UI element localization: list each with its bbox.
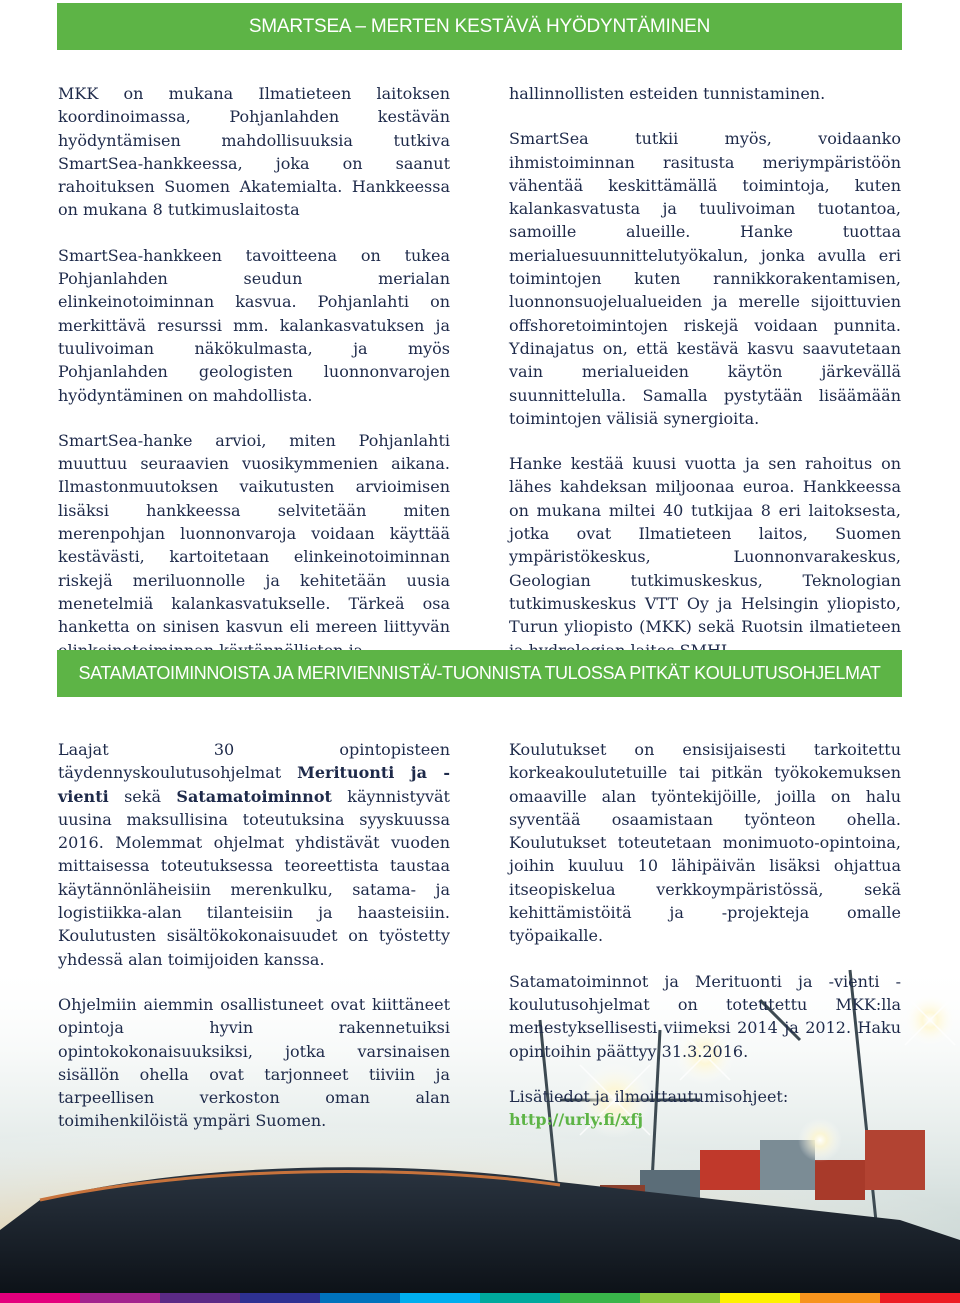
- color-stripe-segment: [0, 1293, 80, 1303]
- color-stripe-segment: [560, 1293, 640, 1303]
- paragraph: Satamatoiminnot ja Merituonti ja -vienti -koulutusohjelmat on toteutettu MKK:lla menestyksellisesti viimeksi 2014 ja 2012. Haku opintoihin päättyy 31.3.2016.: [509, 971, 901, 1061]
- paragraph: Hanke kestää kuusi vuotta ja sen rahoitus on lähes kahdeksan miljoonaa euroa. Hankkeessa on mukana miltei 40 tutkijaa 8 eri laitoksesta, jotka ovat Ilmatieteen laitos, Suomen ympäristökeskus, Luonnonvarakeskus, Geologian tutkimuskeskus, Teknologian tutkimuskeskus VTT Oy ja Helsingin yliopisto, Turun yliopisto (MKK) sekä Ruotsin ilmatieteen: [509, 454, 901, 637]
- paragraph: Ohjelmiin aiemmin osallistuneet ovat kiittäneet opintoja hyvin rakennetuiksi opintokokonaisuuksiksi, jotka varsinaisen sisällön ohella ovat tarjonneet tiiviin ja tarpeellisen verkoston oman alan toimihenkilöistä ympäri Suomen.: [58, 994, 450, 1131]
- section-heading-smartsea: SMARTSEA – MERTEN KESTÄVÄ HYÖDYNTÄMINEN: [57, 3, 902, 50]
- section-heading-training: SATAMATOIMINNOISTA JA MERIVIENNISTÄ/-TUONNISTA TULOSSA PITKÄT KOULUTUSOHJELMAT: [57, 650, 902, 697]
- training-column-right: [509, 738, 901, 1153]
- training-column-left: [58, 738, 450, 1155]
- color-stripe-segment: [240, 1293, 320, 1303]
- program-name-merituonti: Merituonti ja -vienti: [58, 763, 450, 806]
- paragraph: SmartSea-hankkeen tavoitteena on tukea Pohjanlahden seudun merialan elinkeinotoiminnan kasvua. Pohjanlahti on merkittävä resurssi mm. kalankasvatuksen ja tuulivoiman näkökulmasta, ja myös Pohjanlahden geologisten luonnonvarojen hyödyntäminen on mahdollista.: [58, 245, 450, 405]
- color-stripe-segment: [720, 1293, 800, 1303]
- paragraph: SmartSea-hanke arvioi, miten Pohjanlahti muuttuu seuraavien vuosikymmenien aikana. Ilmastonmuutoksen vaikutusten arvioimisen lisäksi hankkeessa selvitetään miten merenpohjan luonnonvaroja voidaan käyttää kestävästi, kartoitetaan elinkeinotoiminnan riskejä meriluonnolle ja kehitetään uusia menetelmiä kalankasvatukselle. Tärkeä osa hanketta on sinisen kasvun eli mereen liittyvän: [58, 430, 450, 637]
- color-stripe-segment: [80, 1293, 160, 1303]
- color-stripe: [0, 1293, 960, 1303]
- smartsea-column-right: [509, 82, 901, 684]
- color-stripe-segment: [320, 1293, 400, 1303]
- paragraph: SmartSea tutkii myös, voidaanko ihmistoiminnan rasitusta meriympäristöön vähentää keskittämällä toimintoja, kuten kalankasvatusta ja tuulivoiman tuotantoa, samoille alueille. Hanke tuottaa merialuesuunnittelutyökalun, jonka avulla eri toimintojen kuten rannikkorakentamisen, luonnonsuojelualueiden ja merelle sijoittuvien offshoretoimintojen riskejä voidaan punnita. Ydinajatus on, että kestävä kasvu saavutetaan vain merialueiden käytön järkevällä suunnittelulla. Samalla pystytään lisäämään toimintojen välisiä synergioita.: [509, 129, 901, 428]
- color-stripe-segment: [640, 1293, 720, 1303]
- smartsea-column-left: [58, 82, 450, 684]
- registration-link[interactable]: http://urly.fi/xfj: [509, 1110, 644, 1130]
- paragraph: Lisätiedot ja ilmoittautumisohjeet:: [509, 1086, 789, 1106]
- paragraph: hallinnollisten esteiden tunnistaminen.: [509, 84, 826, 103]
- color-stripe-segment: [880, 1293, 960, 1303]
- paragraph: MKK on mukana Ilmatieteen laitoksen koordinoimassa, Pohjanlahden kestävän hyödyntämisen mahdollisuuksia tutkiva SmartSea-hankkeessa, joka on saanut rahoituksen Suomen Akatemialta. Hankkeessa on mukana 8 tutkimuslaitosta: [58, 84, 450, 220]
- color-stripe-segment: [800, 1293, 880, 1303]
- color-stripe-segment: [480, 1293, 560, 1303]
- program-name-satamatoiminnot: Satamatoiminnot: [176, 786, 332, 806]
- color-stripe-segment: [400, 1293, 480, 1303]
- paragraph: Koulutukset on ensisijaisesti tarkoitettu korkeakoulutetuille tai pitkän työkokemuksen omaaville alan työntekijöille, joilla on halu syventää osaamistaan työnteon ohella. Koulutukset toteutetaan monimuoto-opintoina, joihin kuuluu 10 lähipäivän lisäksi ohjattua itseopiskelua verkkoympäristössä, sekä kehittämistöitä ja -projekteja omalle työpaikalle.: [509, 740, 901, 946]
- color-stripe-segment: [160, 1293, 240, 1303]
- paragraph: [509, 1108, 901, 1131]
- paragraph: Laajat 30 opintopisteen täydennyskoulutusohjelmat Merituonti ja -vienti sekä Satamatoiminnot käynnistyvät uusina maksullisina toteutuksina syyskuussa 2016. Molemmat ohjelmat yhdistävät vuoden mittaisessa toteutuksessa teoreettista taustaa käytännönläheisiin merenkulku, satama- ja logistiikka-alan tilanteisiin ja haasteisiin. Koulutusten sisältökokonaisuudet on työstetty yhdessä alan toimijoiden kanssa.: [58, 740, 450, 969]
